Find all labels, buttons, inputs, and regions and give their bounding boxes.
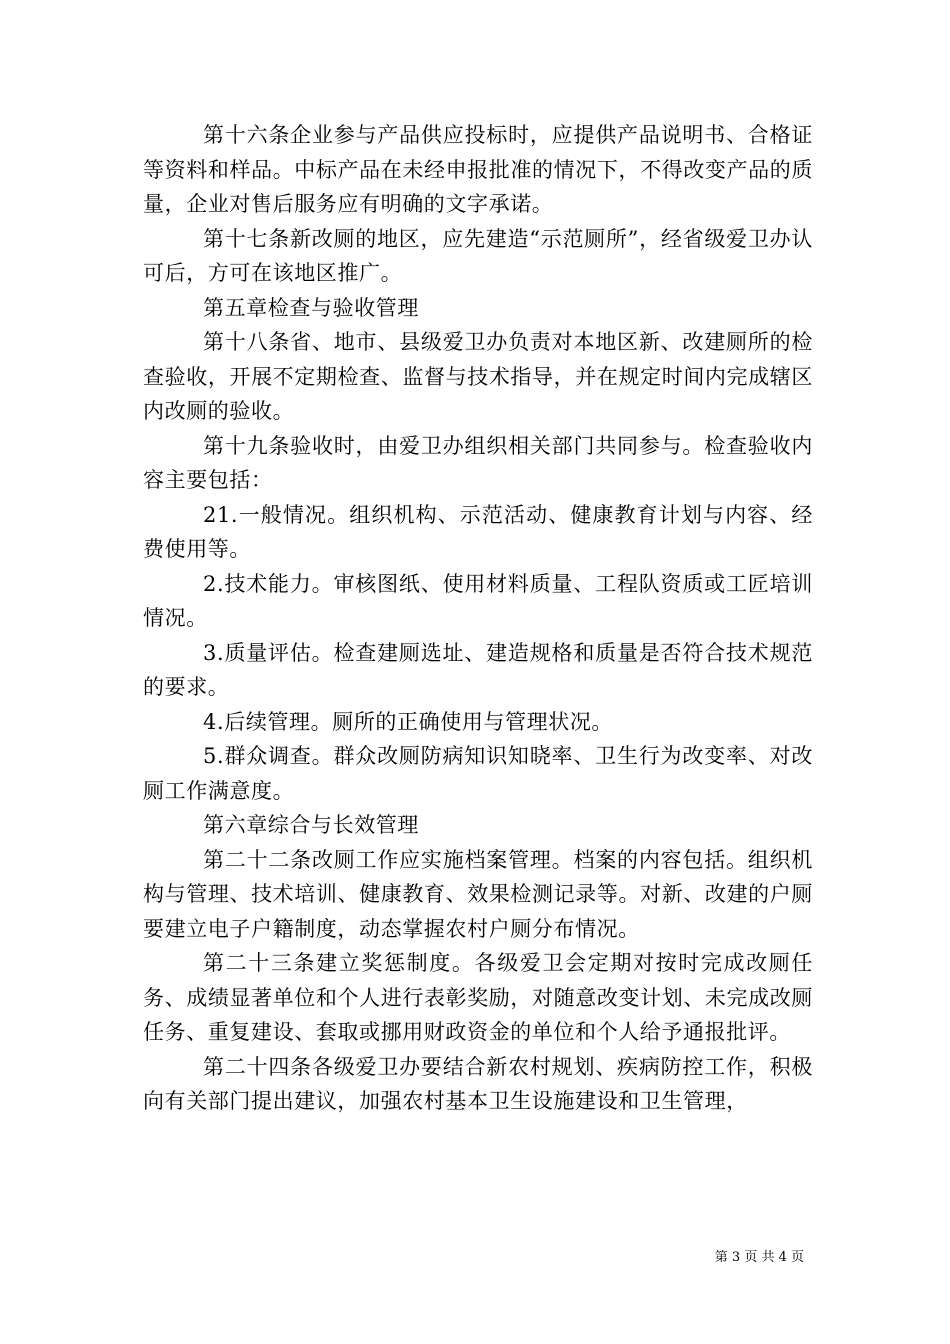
paragraph-article-23: 第二十三条建立奖惩制度。各级爱卫会定期对按时完成改厕任务、成绩显著单位和个人进行表彰奖励，对随意改变计划、未完成改厕任务、重复建设、套取或挪用财政资金的单位和个人给予通报批评。	[143, 951, 813, 1044]
paragraph-article-24: 第二十四条各级爱卫办要结合新农村规划、疾病防控工作，积极向有关部门提出建议，加强农村基本卫生设施建设和卫生管理，	[143, 1054, 813, 1113]
list-item-4: 4.后续管理。厕所的正确使用与管理状况。	[203, 709, 614, 734]
page-number-footer: 第 3 页 共 4 页	[714, 1250, 804, 1265]
chapter-heading-5: 第五章检查与验收管理	[203, 295, 419, 320]
paragraph-article-17: 第十七条新改厕的地区，应先建造“示范厕所”，经省级爱卫办认可后，方可在该地区推广。	[143, 226, 813, 285]
list-item-5: 5.群众调查。群众改厕防病知识知晓率、卫生行为改变率、对改厕工作满意度。	[143, 744, 813, 803]
list-item-2: 2.技术能力。审核图纸、使用材料质量、工程队资质或工匠培训情况。	[143, 571, 813, 630]
paragraph-article-19: 第十九条验收时，由爱卫办组织相关部门共同参与。检查验收内容主要包括：	[143, 433, 813, 492]
document-body	[143, 118, 813, 1119]
list-item-3: 3.质量评估。检查建厕选址、建造规格和质量是否符合技术规范的要求。	[143, 640, 813, 699]
paragraph-article-18: 第十八条省、地市、县级爱卫办负责对本地区新、改建厕所的检查验收，开展不定期检查、监督与技术指导，并在规定时间内完成辖区内改厕的验收。	[143, 330, 813, 423]
list-item-1: 21.一般情况。组织机构、示范活动、健康教育计划与内容、经费使用等。	[143, 502, 813, 561]
paragraph-article-16: 第十六条企业参与产品供应投标时，应提供产品说明书、合格证等资料和样品。中标产品在未经申报批准的情况下，不得改变产品的质量，企业对售后服务应有明确的文字承诺。	[143, 123, 813, 216]
chapter-heading-6: 第六章综合与长效管理	[203, 813, 419, 837]
paragraph-article-22: 第二十二条改厕工作应实施档案管理。档案的内容包括。组织机构与管理、技术培训、健康教育、效果检测记录等。对新、改建的户厕要建立电子户籍制度，动态掌握农村户厕分布情况。	[143, 847, 813, 941]
